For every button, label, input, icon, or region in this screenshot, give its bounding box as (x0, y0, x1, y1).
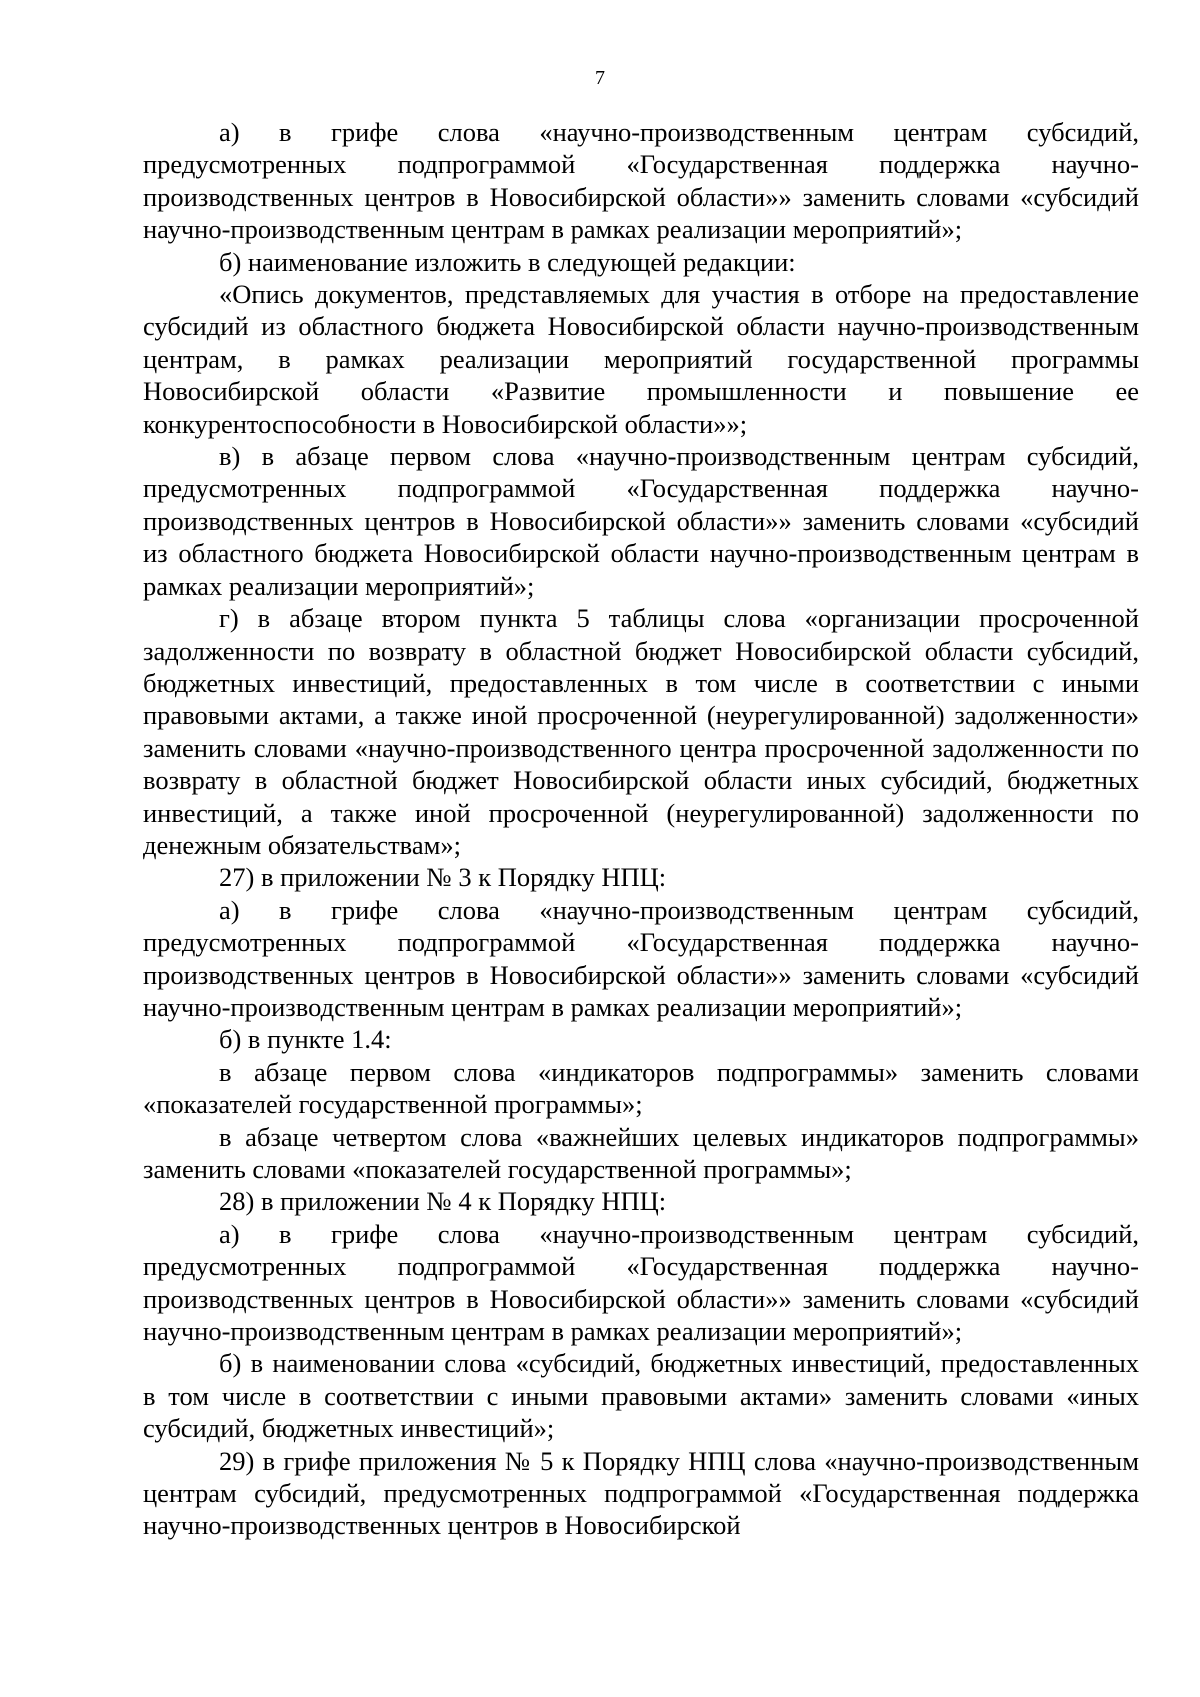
paragraph-27-heading: 27) в приложении № 3 к Порядку НПЦ: (219, 862, 667, 893)
paragraph-29-grif: 29) в грифе приложения № 5 к Порядку НПЦ слова «научно-производственным центрам субсидий, предусмотренных подпрограммой «Государственная поддержка научно-производственных центров в Новосибирской (143, 1445, 1139, 1541)
paragraph-28-heading: 28) в приложении № 4 к Порядку НПЦ: (219, 1186, 667, 1217)
paragraph-27a-grif: а) в грифе слова «научно-производственным центрам субсидий, предусмотренных подпрограммой «Государственная поддержка научно-производственных центров в Новосибирской области»» заменить словами «субсидий научно-производственным центрам в рамках реализации мероприятий»; (143, 894, 1139, 1022)
paragraph-26a-grif: а) в грифе слова «научно-производственным центрам субсидий, предусмотренных подпрограммой «Государственная поддержка научно-производственных центров в Новосибирской области»» заменить словами «субсидий научно-производственным центрам в рамках реализации мероприятий»; (143, 117, 1139, 245)
paragraph-28b-title: б) в наименовании слова «субсидий, бюджетных инвестиций, предоставленных в том числе в соответствии с иными правовыми актами» заменить словами «иных субсидий, бюджетных инвестиций»; (143, 1348, 1139, 1444)
document-body (143, 116, 1139, 1542)
paragraph-28a-grif: а) в грифе слова «научно-производственным центрам субсидий, предусмотренных подпрограммой «Государственная поддержка научно-производственных центров в Новосибирской области»» заменить словами «субсидий научно-производственным центрам в рамках реализации мероприятий»; (143, 1218, 1139, 1347)
paragraph-27b-fourth: в абзаце четвертом слова «важнейших целевых индикаторов подпрограммы» заменить словами «показателей государственной программы»; (143, 1121, 1139, 1184)
paragraph-26b-title: б) наименование изложить в следующей редакции: (219, 246, 796, 277)
paragraph-27b-item: б) в пункте 1.4: (219, 1024, 392, 1055)
paragraph-27b-first: в абзаце первом слова «индикаторов подпрограммы» заменить словами «показателей государственной программы»; (143, 1056, 1139, 1120)
paragraph-26g-second: г) в абзаце втором пункта 5 таблицы слова «организации просроченной задолженности по возврату в областной бюджет Новосибирской области субсидий, бюджетных инвестиций, предоставленных в том числе в соответствии с иными правовыми актами, а также иной просроченной (неурегулированной) задолженности» заменить словами «научно-производственного центра просроченной задолженности по возврату в областной бюджет Новосибирской области иных субсидий, бюджетных инвестиций, а также иной просроченной (неурегулированной) задолженности по денежным обязательствам»; (143, 603, 1139, 860)
page-number: 7 (595, 67, 605, 89)
paragraph-26b-new-title: «Опись документов, представляемых для участия в отборе на предоставление субсидий из областного бюджета Новосибирской области научно-производственным центрам, в рамках реализации мероприятий государственной программы Новосибирской области «Развитие промышленности и повышение ее конкурентоспособности в Новосибирской области»»; (143, 279, 1139, 439)
paragraph-26v-first: в) в абзаце первом слова «научно-производственным центрам субсидий, предусмотренных подпрограммой «Государственная поддержка научно-производственных центров в Новосибирской области»» заменить словами «субсидий из областного бюджета Новосибирской области научно-производственным центрам в рамках реализации мероприятий»; (143, 441, 1139, 601)
